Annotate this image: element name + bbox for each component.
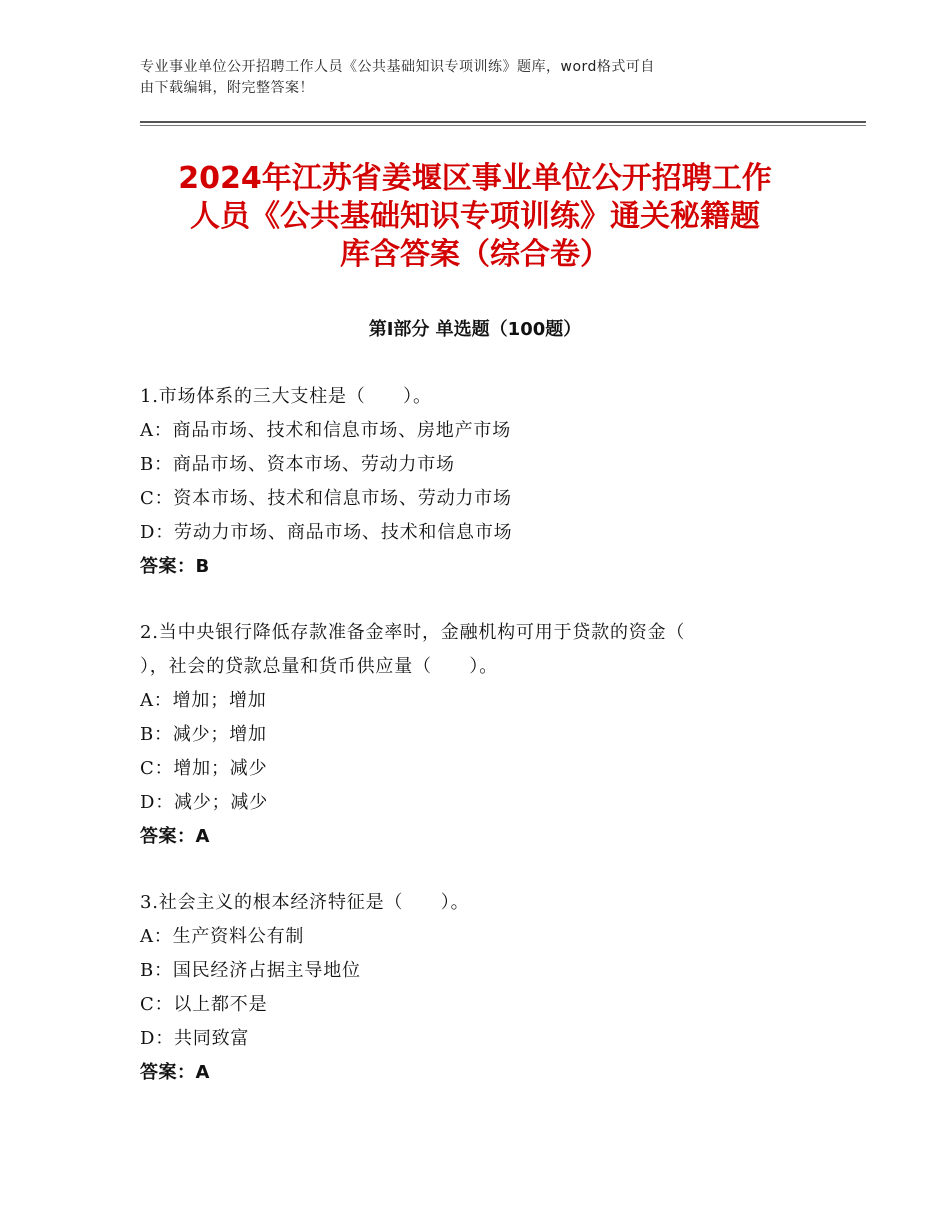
option-b: B：减少；增加 bbox=[140, 724, 267, 745]
header-note-line-2: 由下载编辑，附完整答案！ bbox=[140, 80, 314, 96]
option-d: D：共同致富 bbox=[140, 1028, 250, 1049]
header-divider-thin bbox=[140, 125, 866, 126]
question-1 bbox=[140, 380, 780, 584]
option-a: A：生产资料公有制 bbox=[140, 926, 305, 947]
header-note bbox=[140, 57, 810, 99]
question-3 bbox=[140, 886, 780, 1090]
document-title-line-2: 人员《公共基础知识专项训练》通关秘籍题 bbox=[190, 199, 760, 234]
option-b: B：国民经济占据主导地位 bbox=[140, 960, 361, 981]
option-d: D：减少；减少 bbox=[140, 792, 269, 813]
document-title bbox=[140, 160, 810, 274]
option-c: C：以上都不是 bbox=[140, 994, 268, 1015]
option-c: C：资本市场、技术和信息市场、劳动力市场 bbox=[140, 488, 512, 509]
answer-label: 答案：A bbox=[140, 1062, 210, 1083]
answer-label: 答案：A bbox=[140, 826, 210, 847]
document-title-line-3: 库含答案（综合卷） bbox=[340, 237, 610, 272]
option-d: D：劳动力市场、商品市场、技术和信息市场 bbox=[140, 522, 513, 543]
option-a: A：商品市场、技术和信息市场、房地产市场 bbox=[140, 420, 511, 441]
option-a: A：增加；增加 bbox=[140, 690, 267, 711]
option-b: B：商品市场、资本市场、劳动力市场 bbox=[140, 454, 455, 475]
question-stem-line-2: ），社会的贷款总量和货币供应量（ ）。 bbox=[140, 656, 498, 677]
question-stem: 3.社会主义的根本经济特征是（ ）。 bbox=[140, 892, 470, 913]
question-2 bbox=[140, 616, 780, 854]
header-note-line-1: 专业事业单位公开招聘工作人员《公共基础知识专项训练》题库，word格式可自 bbox=[140, 59, 655, 75]
section-heading: 第Ⅰ部分 单选题（100题） bbox=[368, 319, 582, 340]
header-divider-thick bbox=[140, 121, 866, 123]
answer-label: 答案：B bbox=[140, 556, 210, 577]
question-stem-line-1: 2.当中央银行降低存款准备金率时，金融机构可用于贷款的资金（ bbox=[140, 622, 686, 643]
document-title-line-1: 2024年江苏省姜堰区事业单位公开招聘工作 bbox=[178, 161, 772, 196]
question-stem: 1.市场体系的三大支柱是（ ）。 bbox=[140, 386, 432, 407]
option-c: C：增加；减少 bbox=[140, 758, 268, 779]
question-list bbox=[140, 380, 780, 1122]
